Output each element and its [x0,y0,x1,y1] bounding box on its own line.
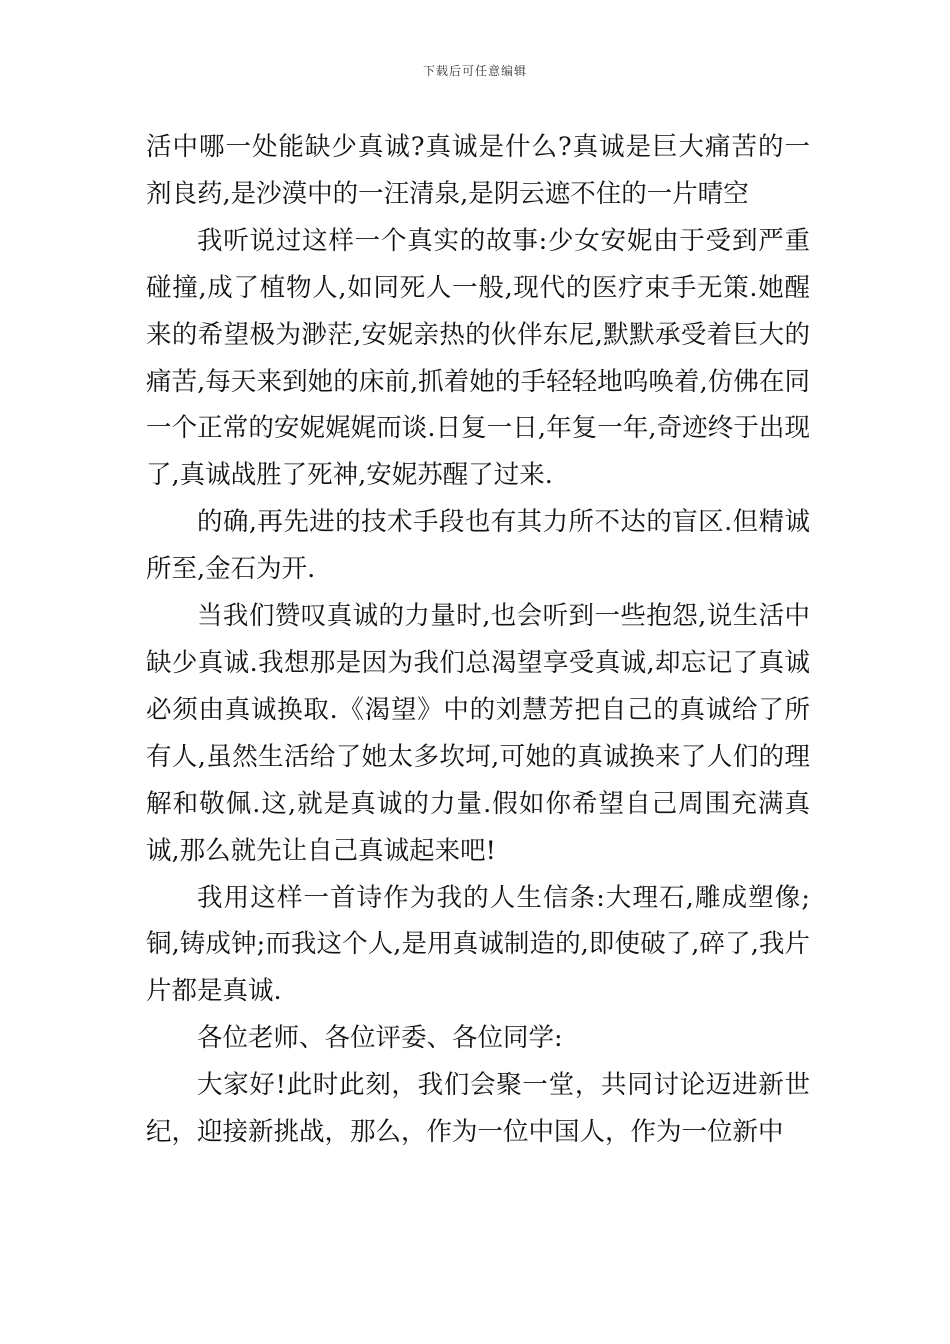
page-header: 下载后可任意编辑 [422,64,527,78]
paragraph-7: 大家好!此时此刻，我们会聚一堂，共同讨论迈进新世纪，迎接新挑战，那么，作为一位中国人，作为一位新中 [146,1070,810,1148]
paragraph-5: 我用这样一首诗作为我的人生信条:大理石,雕成塑像;铜,铸成钟;而我这个人,是用真诚制造的,即使破了,碎了,我片片都是真诚. [146,882,810,1007]
document-body [146,124,810,1156]
paragraph-1: 活中哪一处能缺少真诚?真诚是什么?真诚是巨大痛苦的一剂良药,是沙漠中的一汪清泉,是阴云遮不住的一片晴空 [146,132,810,209]
paragraph-6: 各位老师、各位评委、各位同学: [197,1023,563,1054]
paragraph-2: 我听说过这样一个真实的故事:少女安妮由于受到严重碰撞,成了植物人,如同死人一般,现代的医疗束手无策.她醒来的希望极为渺茫,安妮亲热的伙伴东尼,默默承受着巨大的痛苦,每天来到她的床前,抓着她的手轻轻地呜唤着,仿佛在同一个正常的安妮娓娓而谈.日复一日,年复一年,奇迹终于出现了,真诚战胜了死神,安妮苏醒了过来. [146,225,810,491]
paragraph-3: 的确,再先进的技术手段也有其力所不达的盲区.但精诚所至,金石为开. [146,507,810,585]
paragraph-4: 当我们赞叹真诚的力量时,也会听到一些抱怨,说生活中缺少真诚.我想那是因为我们总渴望享受真诚,却忘记了真诚必须由真诚换取.《渴望》中的刘慧芳把自己的真诚给了所有人,虽然生活给了她太多坎坷,可她的真诚换来了人们的理解和敬佩.这,就是真诚的力量.假如你希望自己周围充满真诚,那么就先让自己真诚起来吧! [146,601,810,866]
